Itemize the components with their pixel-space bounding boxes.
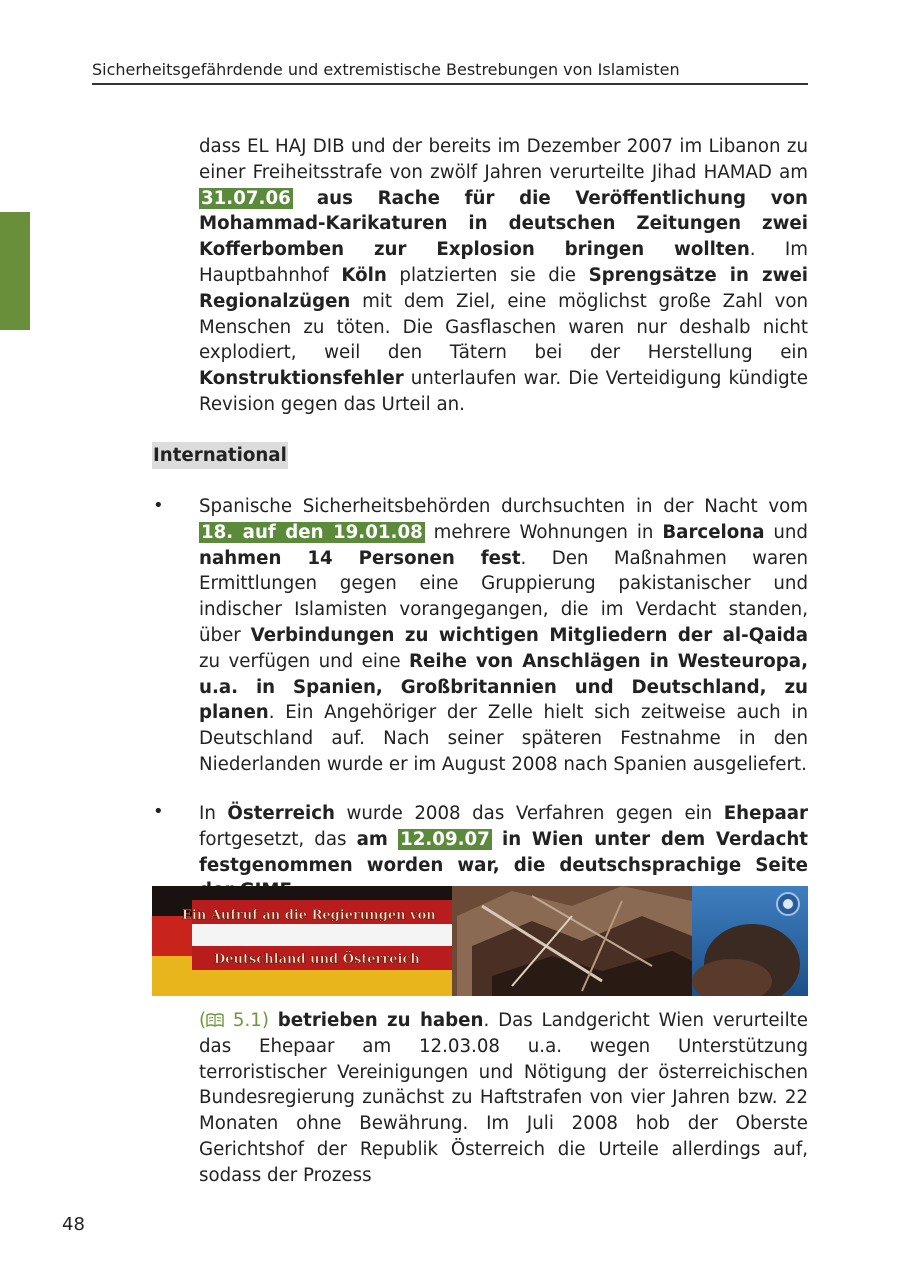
book-icon [206,1013,224,1027]
list-item-austria-continued: ( 5.1) betrieben zu haben. Das Landgericht Wien verurteilte das Ehepaar am 12.03.08 u.a. wegen Unterstützung terroristischer Vereinigungen und Nötigung der österreichischen Bundesregierung zunächst zu Haftstrafen von vier Jahren bzw. 22 Monaten ohne Bewährung. Im Juli 2008 hob der Oberste Gerichtshof der Republik Österreich die Urteile allerdings auf, sodass der Prozess [199,1010,808,1186]
list-item-spain: Spanische Sicherheitsbehörden durchsuchten in der Nacht vom 18. auf den 19.01.08 mehrere Wohnungen in Barcelona und nahmen 14 Personen fest. Den Maßnahmen waren Ermittlungen gegen eine Gruppierung pakistanischer und indischer Islamisten vorangegangen, die im Verdacht standen, über Verbindungen zu wichtigen Mitgliedern der al-Qaida zu verfügen und eine Reihe von Anschlägen in Westeuropa, u.a. in Spanien, Großbritannien und Deutschland, zu planen. Ein Angehöriger der Zelle hielt sich zeitweise auch in Deutschland auf. Nach seiner späteren Festnahme in den Niederlanden wurde er im August 2008 nach Spanien ausgeliefert. [199,496,808,775]
paragraph-el-haj-dib: dass EL HAJ DIB und der bereits im Dezember 2007 im Libanon zu einer Freiheitsstrafe von zwölf Jahren verurteilte Jihad HAMAD am 31.07.06 aus Rache für die Veröffentlichung von Mohammad-Karikaturen in deutschen Zeitungen zwei Kofferbomben zur Explosion bringen wollten. Im Hauptbahnhof Köln platzierten sie die Sprengsätze in zwei Regionalzügen mit dem Ziel, eine möglichst große Zahl von Menschen zu töten. Die Gasflaschen waren nur deshalb nicht explodiert, weil den Tätern bei der Herstellung ein Konstruktionsfehler unterlaufen war. Die Verteidigung kündigte Revision gegen das Urteil an. [199,136,809,415]
list-item-austria: In Österreich wurde 2008 das Verfahren gegen ein Ehepaar fortgesetzt, das am 12.09.07 in Wien unter dem Verdacht festgenommen worden war, die deutschsprachige Seite [199,803,808,876]
date-highlight: 12.09.07 [400,828,490,850]
banner-graphic [152,886,808,996]
chapter-side-tab [0,212,30,330]
section-heading-international: International [152,442,288,469]
page-number: 48 [62,1214,85,1235]
bullet-marker: • [153,495,164,516]
date-highlight: 31.07.06 [201,187,291,209]
bullet-marker: • [153,801,164,822]
banner-text-line2: Deutschland und Österreich [214,952,420,967]
cross-reference[interactable]: ( 5.1) [199,1010,269,1031]
banner-text-line1: Ein Aufruf an die Regierungen von [182,908,436,923]
running-header: Sicherheitsgefährdende und extremistische Bestrebungen von Islamisten [92,60,808,85]
gimf-banner-image [152,886,808,996]
date-highlight: 18. auf den 19.01.08 [201,521,423,543]
